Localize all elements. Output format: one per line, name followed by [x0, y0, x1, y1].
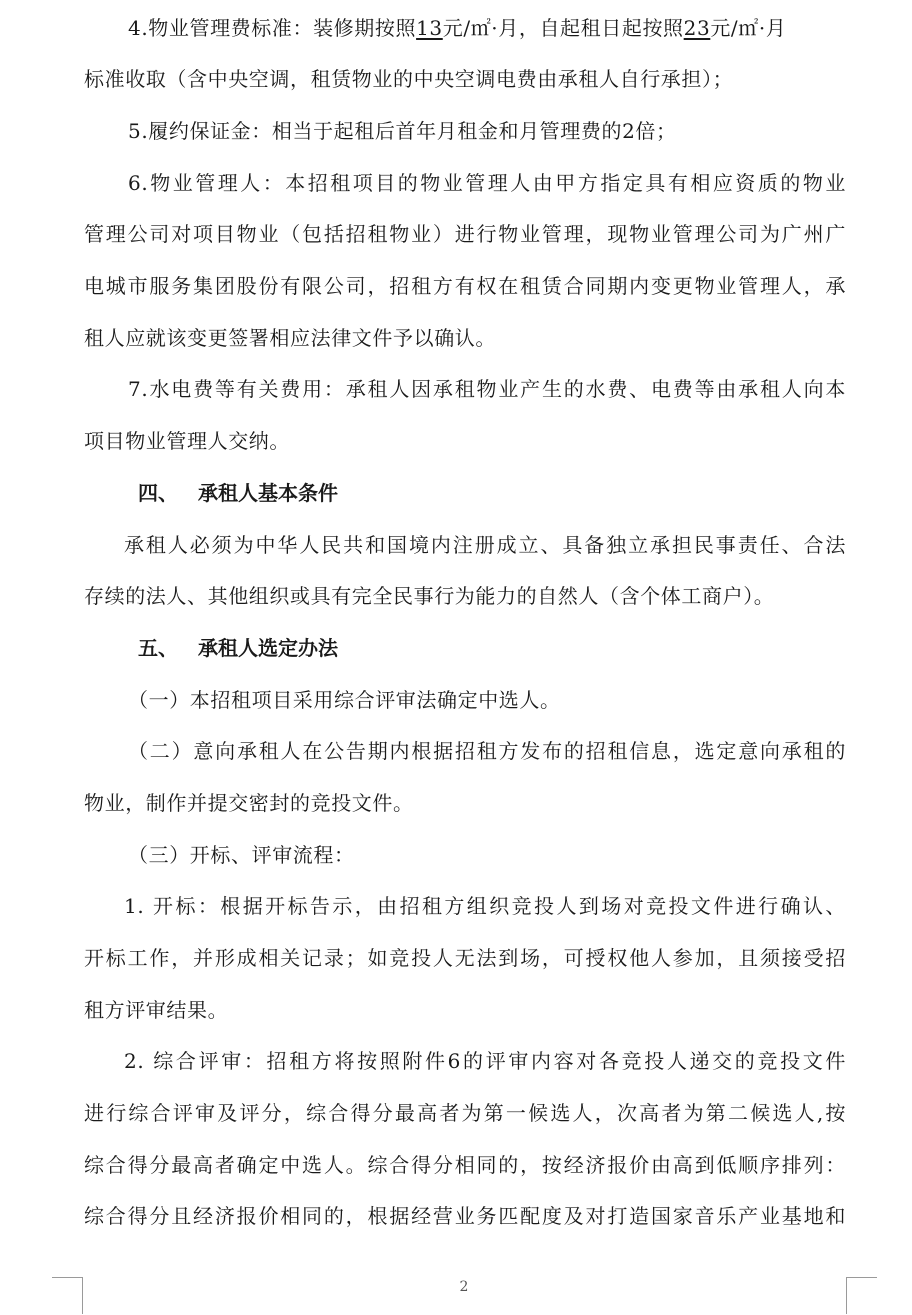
step-1-line-2: 开标工作，并形成相关记录；如竞投人无法到场，可授权他人参加，且须接受招: [84, 946, 846, 970]
crop-mark-right: [846, 1277, 877, 1314]
step-2-line-2: 进行综合评审及评分，综合得分最高者为第一候选人，次高者为第二候选人,按: [84, 1101, 846, 1125]
item-6-line-3: 电城市服务集团股份有限公司，招租方有权在租赁合同期内变更物业管理人，承: [84, 274, 846, 298]
section-4-title: 承租人基本条件: [198, 481, 338, 505]
crop-mark-left: [52, 1277, 83, 1314]
section-5-sub-2-line-1: （二）意向承租人在公告期内根据招租方发布的招租信息，选定意向承租的: [128, 739, 846, 763]
item-6-line-1: 6.物业管理人：本招租项目的物业管理人由甲方指定具有相应资质的物业: [128, 171, 846, 195]
section-4-para-line-2: 存续的法人、其他组织或具有完全民事行为能力的自然人（含个体工商户）。: [84, 584, 775, 608]
item-4-text-a: 4.物业管理费标准：装修期按照: [128, 16, 417, 40]
item-4-line-2: 标准收取（含中央空调，租赁物业的中央空调电费由承租人自行承担）；: [84, 67, 734, 91]
section-5-sub-1: （一）本招租项目采用综合评审法确定中选人。: [128, 688, 561, 712]
section-4-para-line-1: 承租人必须为中华人民共和国境内注册成立、具备独立承担民事责任、合法: [124, 533, 846, 557]
section-5-sub-2-line-2: 物业，制作并提交密封的竞投文件。: [84, 791, 414, 815]
section-5-sub-3: （三）开标、评审流程：: [128, 843, 355, 867]
item-7-line-2: 项目物业管理人交纳。: [84, 429, 290, 453]
section-5-number: 五、: [138, 636, 178, 660]
item-5-line-1: 5.履约保证金：相当于起租后首年月租金和月管理费的2倍；: [128, 119, 677, 143]
item-4-line-1: [128, 12, 846, 44]
step-2-line-1: 2. 综合评审：招租方将按照附件6的评审内容对各竞投人递交的竞投文件: [124, 1049, 846, 1073]
lease-fee-value: 23: [683, 16, 711, 40]
step-1-line-3: 租方评审结果。: [84, 998, 229, 1022]
item-6-line-2: 管理公司对项目物业（包括招租物业）进行物业管理，现物业管理公司为广州广: [84, 222, 846, 246]
item-4-text-c: 元/㎡·月: [710, 16, 787, 40]
item-4-text-b: 元/㎡·月，自起租日起按照: [442, 16, 684, 40]
step-2-line-3: 综合得分最高者确定中选人。综合得分相同的，按经济报价由高到低顺序排列：: [84, 1153, 846, 1177]
section-5-title: 承租人选定办法: [198, 636, 338, 660]
section-4-number: 四、: [138, 481, 178, 505]
step-1-line-1: 1. 开标：根据开标告示，由招租方组织竞投人到场对竞投文件进行确认、: [124, 894, 846, 918]
item-7-line-1: 7.水电费等有关费用：承租人因承租物业产生的水费、电费等由承租人向本: [128, 377, 846, 401]
fitout-fee-value: 13: [416, 16, 443, 40]
page-number: 2: [459, 1279, 469, 1295]
item-6-line-4: 租人应就该变更签署相应法律文件予以确认。: [84, 326, 496, 350]
step-2-line-4: 综合得分且经济报价相同的，根据经营业务匹配度及对打造国家音乐产业基地和: [84, 1204, 846, 1228]
